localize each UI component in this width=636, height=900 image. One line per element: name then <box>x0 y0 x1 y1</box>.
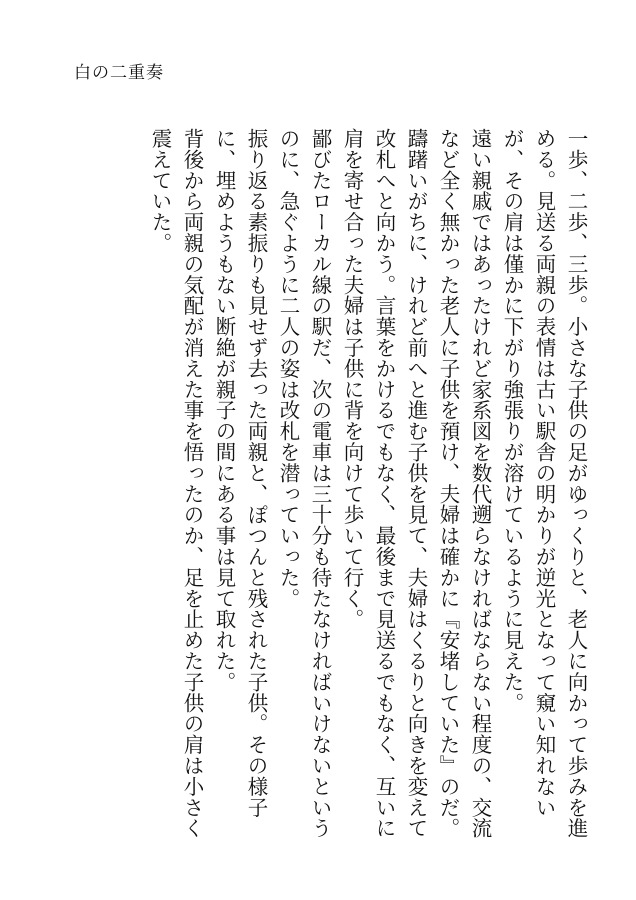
paragraph: 躊躇いがちに、けれど前へと進む子供を見て、夫婦はくるりと向きを変えて改札へと向かう。言葉をかけるでもなく、最後まで見送るでもなく、互いに肩を寄せ合った夫婦は子供に背を向けて歩いて行く。 <box>340 128 428 839</box>
paragraph: 背後から両親の気配が消えた事を悟ったのか、足を止めた子供の肩は小さく震えていた。 <box>148 128 204 839</box>
novel-body-text <box>52 128 592 848</box>
paragraph: 遠い親戚ではあったけれど家系図を数代遡らなければならない程度の、交流など全く無かった老人に子供を預け、夫婦は確かに『安堵していた』のだ。 <box>436 128 492 839</box>
page-title: 白の二重奏 <box>74 63 164 83</box>
paragraph: 鄙びたローカル線の駅だ、次の電車は三十分も待たなければいけないというのに、急ぐように二人の姿は改札を潜っていった。 <box>276 128 332 839</box>
paragraph: 振り返る素振りも見せず去った両親と、ぽつんと残された子供。その様子に、埋めようもない断絶が親子の間にある事は見て取れた。 <box>212 128 268 818</box>
paragraph: 一歩、二歩、三歩。小さな子供の足がゆっくりと、老人に向かって歩みを進める。見送る両親の表情は古い駅舎の明かりが逆光となって窺い知れないが、その肩は僅かに下がり強張りが溶けているように見えた。 <box>500 128 588 839</box>
